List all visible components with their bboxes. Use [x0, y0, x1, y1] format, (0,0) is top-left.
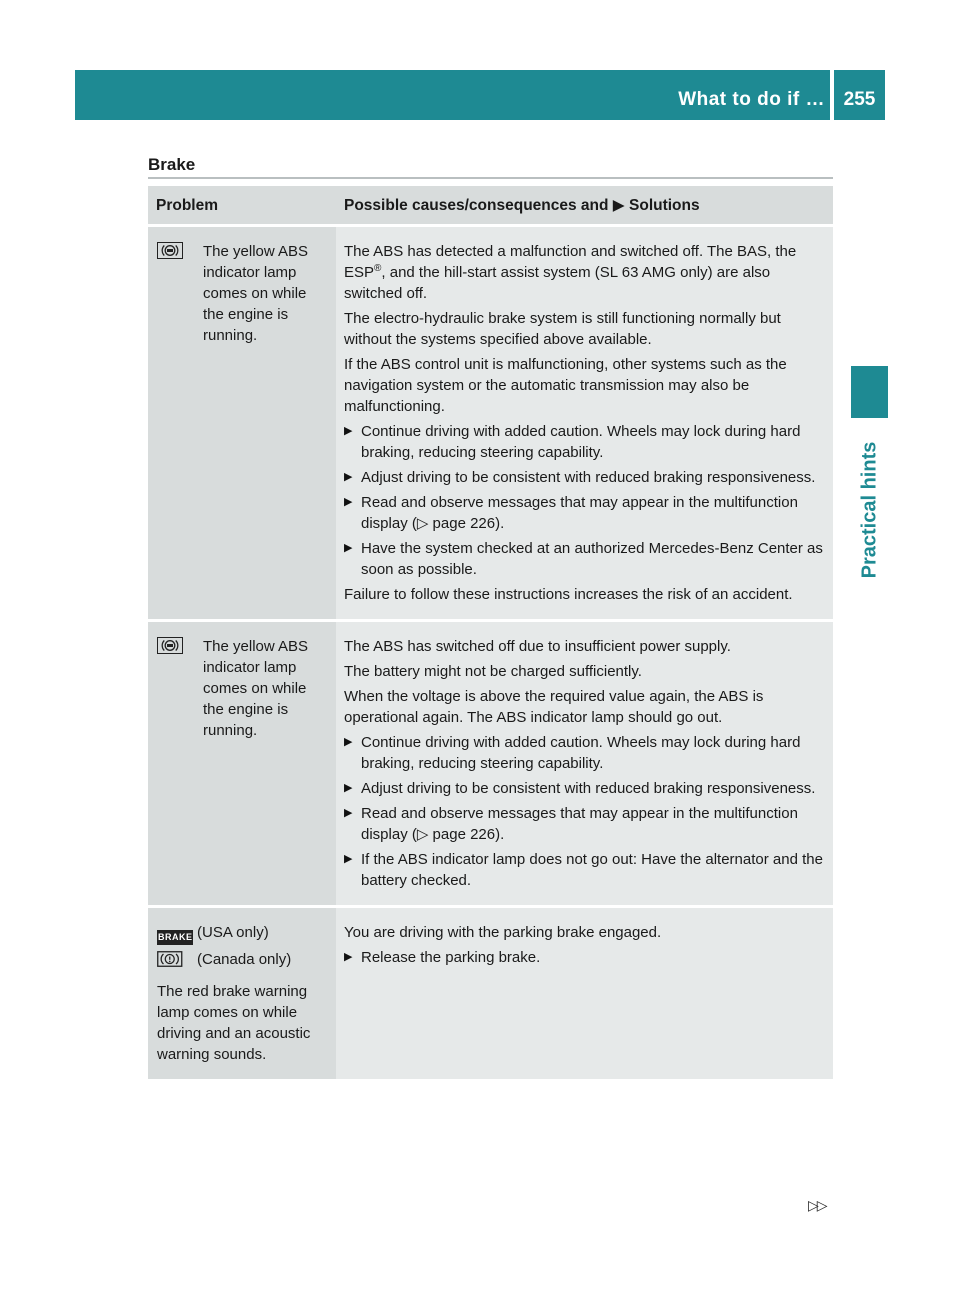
action-arrow-icon: ▶ — [344, 951, 353, 963]
table-row — [148, 227, 833, 619]
brake-warning-circle-icon — [157, 951, 193, 973]
solution-step: ▶ Adjust driving to be consistent with reduced braking responsiveness. — [344, 780, 816, 797]
solution-step: ▶ Continue driving with added caution. Wheels may lock during hard braking, reducing steering capability. — [344, 734, 801, 772]
problem-cell — [148, 227, 336, 619]
action-arrow-icon: ▶ — [344, 425, 353, 437]
chapter-title: What to do if … — [678, 89, 825, 110]
solution-step: ▶ Release the parking brake. — [344, 949, 541, 966]
warning-paragraph: Failure to follow these instructions increases the risk of an accident. — [344, 586, 793, 603]
usa-indicator-line: BRAKE (USA only) — [157, 922, 330, 945]
canada-indicator-line: (Canada only) — [157, 949, 330, 973]
section-rule — [148, 177, 833, 179]
solution-step: ▶ Read and observe messages that may appear in the multifunction display (▷ page 226). — [344, 494, 798, 532]
action-arrow-icon: ▶ — [344, 782, 353, 794]
side-tab-marker — [851, 366, 888, 418]
solution-step: ▶ Adjust driving to be consistent with reduced braking responsiveness. — [344, 469, 816, 486]
solution-cell — [336, 622, 833, 905]
cause-paragraph: The electro-hydraulic brake system is still functioning normally but without the systems specified above available. — [344, 310, 781, 348]
brake-warning-icon: BRAKE — [157, 930, 193, 945]
abs-icon — [157, 637, 183, 654]
problem-cell — [148, 622, 336, 905]
table-row — [148, 908, 833, 1079]
section-title: Brake — [148, 155, 196, 174]
table-header-row — [148, 186, 833, 224]
header-problem: Problem — [148, 186, 336, 224]
solution-step: ▶ Read and observe messages that may appear in the multifunction display (▷ page 226). — [344, 805, 798, 843]
action-arrow-icon: ▶ — [344, 807, 353, 819]
solution-step: ▶ Continue driving with added caution. Wheels may lock during hard braking, reducing steering capability. — [344, 423, 801, 461]
cause-paragraph: The ABS has switched off due to insufficient power supply. — [344, 638, 731, 655]
solution-cell — [336, 227, 833, 619]
problem-cell — [148, 908, 336, 1079]
cause-paragraph: When the voltage is above the required value again, the ABS is operational again. The ABS indicator lamp should go out. — [344, 688, 764, 726]
abs-icon — [157, 242, 183, 259]
action-arrow-icon: ▶ — [344, 542, 353, 554]
problem-text: The red brake warning lamp comes on while driving and an acoustic warning sounds. — [157, 983, 311, 1063]
brake-table — [148, 186, 833, 1079]
action-arrow-icon: ▶ — [344, 736, 353, 748]
table-row — [148, 622, 833, 905]
side-tab-label: Practical hints — [858, 441, 880, 579]
solution-cell — [336, 908, 833, 1079]
problem-text: The yellow ABS indicator lamp comes on while the engine is running. — [203, 638, 309, 739]
solution-step: ▶ If the ABS indicator lamp does not go out: Have the alternator and the battery checked. — [344, 851, 823, 889]
header-solutions: Possible causes/consequences and ▶ Solutions — [336, 186, 833, 224]
action-arrow-icon: ▶ — [344, 853, 353, 865]
problem-text: The yellow ABS indicator lamp comes on while the engine is running. — [203, 243, 309, 344]
page-number: 255 — [843, 89, 876, 110]
cause-paragraph: You are driving with the parking brake engaged. — [344, 924, 662, 941]
cause-paragraph: The ABS has detected a malfunction and switched off. The BAS, the ESP®, and the hill-start assist system (SL 63 AMG only) are also switched off. — [344, 243, 797, 302]
cause-paragraph: The battery might not be charged sufficiently. — [344, 663, 642, 680]
continue-marker: ▷▷ — [808, 1197, 826, 1213]
action-arrow-icon: ▶ — [344, 496, 353, 508]
action-arrow-icon: ▶ — [344, 471, 353, 483]
cause-paragraph: If the ABS control unit is malfunctioning, other systems such as the navigation system or the automatic transmission may also be malfunctioning. — [344, 356, 787, 415]
solution-step: ▶ Have the system checked at an authorized Mercedes-Benz Center as soon as possible. — [344, 540, 823, 578]
